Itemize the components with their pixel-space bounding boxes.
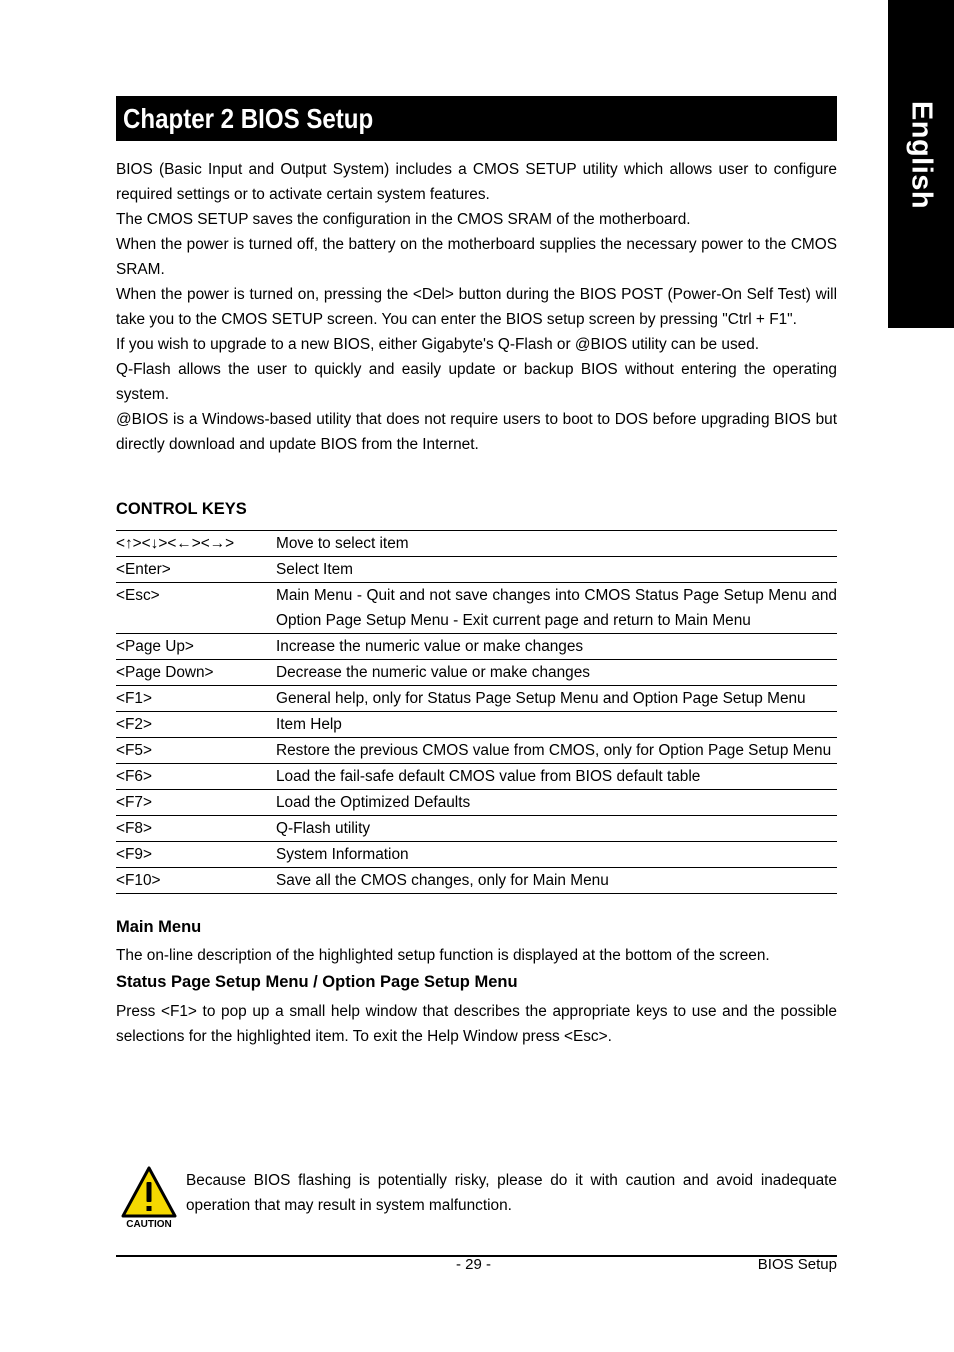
description-cell: Load the fail-safe default CMOS value from BIOS default table [276,764,837,790]
caution-text: Because BIOS flashing is potentially risky, please do it with caution and avoid inadequate operation that may result in system malfunction. [186,1172,837,1214]
description-cell: Increase the numeric value or make changes [276,634,837,660]
table-row [116,868,837,894]
key-cell: <F6> [116,764,276,790]
key-cell: <F1> [116,686,276,712]
key-cell: <F7> [116,790,276,816]
intro-paragraph: @BIOS is a Windows-based utility that does not require users to boot to DOS before upgrading BIOS but directly download and update BIOS from the Internet. [116,411,837,453]
intro-paragraph: When the power is turned on, pressing the <Del> button during the BIOS POST (Power-On Self Test) will take you to the CMOS SETUP screen. You can enter the BIOS setup screen by pressing "Ctrl + F1". [116,286,837,328]
description-cell: Restore the previous CMOS value from CMOS, only for Option Page Setup Menu [276,738,837,764]
intro-text [116,157,837,457]
table-row [116,764,837,790]
description-cell: Load the Optimized Defaults [276,790,837,816]
key-cell: <F2> [116,712,276,738]
table-row [116,634,837,660]
intro-paragraph: When the power is turned off, the battery on the motherboard supplies the necessary power to the CMOS SRAM. [116,236,837,278]
description-cell: General help, only for Status Page Setup Menu and Option Page Setup Menu [276,686,837,712]
language-tab [888,0,954,328]
description-cell: Select Item [276,557,837,583]
table-row [116,738,837,764]
table-row [116,660,837,686]
description-cell: Q-Flash utility [276,816,837,842]
description-cell: Decrease the numeric value or make changes [276,660,837,686]
table-row [116,842,837,868]
intro-paragraph: If you wish to upgrade to a new BIOS, either Gigabyte's Q-Flash or @BIOS utility can be used. [116,336,760,353]
chapter-title: Chapter 2 BIOS Setup [123,102,374,134]
description-cell: Move to select item [276,531,837,557]
status-page-text: Press <F1> to pop up a small help window that describes the appropriate keys to use and the possible selections for the highlighted item. To exit the Help Window press <Esc>. [116,1003,837,1045]
intro-paragraph: BIOS (Basic Input and Output System) includes a CMOS SETUP utility which allows user to configure required settings or to activate certain system features. [116,161,837,203]
chapter-title-bar [116,96,837,141]
main-menu-text: The on-line description of the highlighted setup function is displayed at the bottom of the screen. [116,947,770,964]
page-number: - 29 - [456,1256,492,1273]
table-row [116,583,837,634]
control-keys-table [116,530,837,894]
main-menu-heading: Main Menu [116,918,202,936]
key-cell: <Page Down> [116,660,276,686]
table-row [116,686,837,712]
caution-warning-icon [120,1166,178,1230]
table-row [116,531,837,557]
key-cell: <Enter> [116,557,276,583]
language-tab-label: English [905,100,938,210]
table-row [116,790,837,816]
caution-icon-label: CAUTION [126,1219,172,1230]
table-row [116,816,837,842]
control-keys-heading: CONTROL KEYS [116,500,247,518]
intro-paragraph: The CMOS SETUP saves the configuration in the CMOS SRAM of the motherboard. [116,211,691,228]
key-cell: <F8> [116,816,276,842]
table-row [116,712,837,738]
key-cell: <F5> [116,738,276,764]
description-cell: Item Help [276,712,837,738]
intro-paragraph: Q-Flash allows the user to quickly and easily update or backup BIOS without entering the operating system. [116,361,837,403]
status-page-heading: Status Page Setup Menu / Option Page Setup Menu [116,973,518,991]
key-cell: <Page Up> [116,634,276,660]
footer-section-title: BIOS Setup [757,1256,837,1273]
description-cell: Save all the CMOS changes, only for Main Menu [276,868,837,894]
description-cell: Main Menu - Quit and not save changes into CMOS Status Page Setup Menu and Option Page Setup Menu - Exit current page and return to Main Menu [276,583,837,634]
description-cell: System Information [276,842,837,868]
key-cell: <Esc> [116,583,276,634]
key-cell: <F9> [116,842,276,868]
key-cell: <F10> [116,868,276,894]
key-cell: <↑><↓><←><→> [116,531,276,557]
table-row [116,557,837,583]
